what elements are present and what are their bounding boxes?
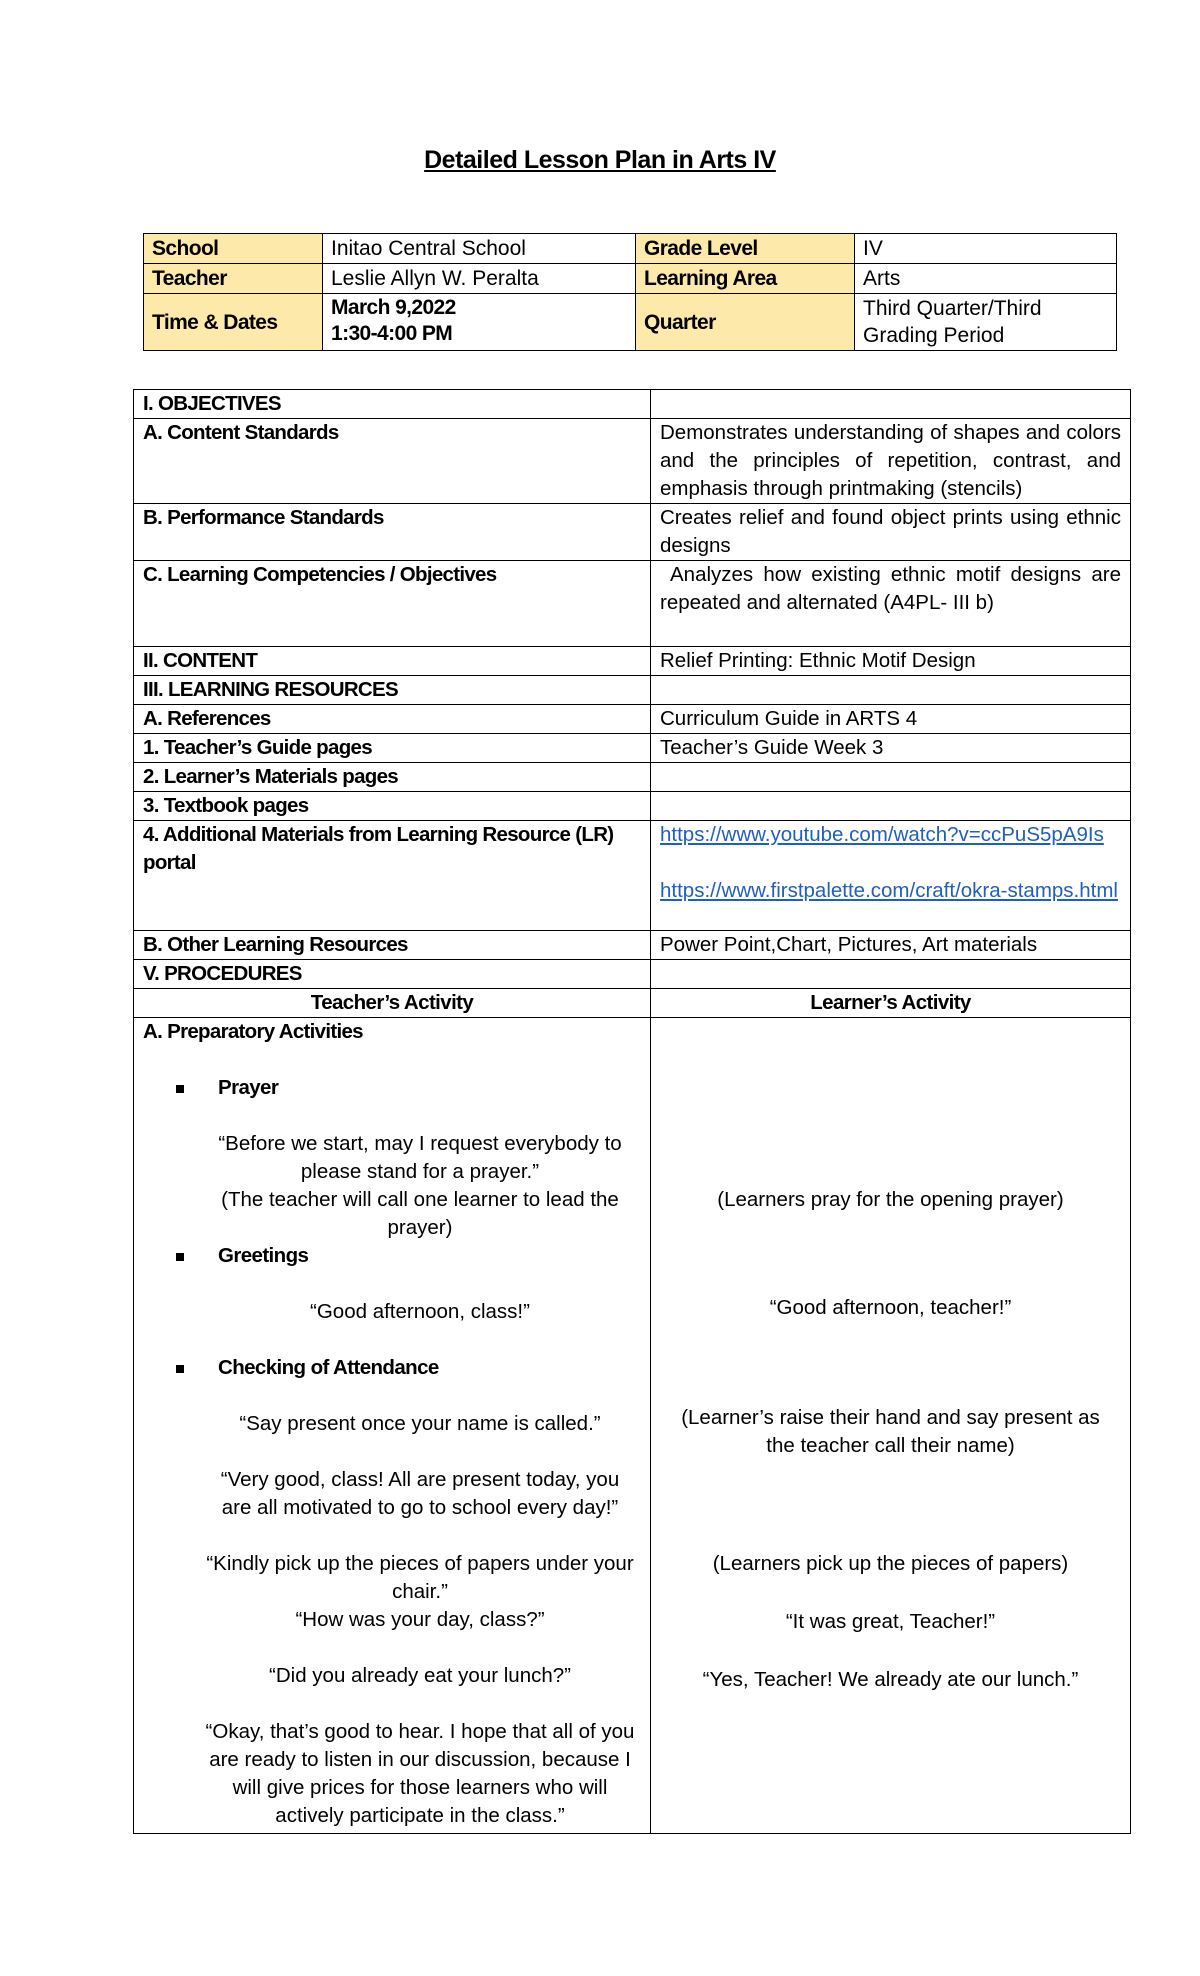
teacher-label: Teacher	[144, 264, 323, 294]
bullet-square-icon	[176, 1253, 184, 1261]
content-standards-label: A. Content Standards	[134, 419, 651, 504]
competencies-value: Analyzes how existing ethnic motif designs are repeated and alternated (A4PL- III b)	[651, 561, 1131, 647]
content-label: II. CONTENT	[134, 647, 651, 676]
info-table	[143, 233, 1117, 351]
content-value: Relief Printing: Ethnic Motif Design	[651, 647, 1131, 676]
content-standards-value: Demonstrates understanding of shapes and colors and the principles of repetition, contrast, and emphasis through printmaking (stencils)	[651, 419, 1131, 504]
teachers-guide-label: 1. Teacher’s Guide pages	[134, 734, 651, 763]
learning-resources-label: III. LEARNING RESOURCES	[134, 676, 651, 705]
hour-value: 1:30-4:00 PM	[331, 322, 453, 345]
attendance-teacher-2: “Very good, class! All are present today, you are all motivated to go to school every day!”	[220, 1468, 620, 1519]
bullet-square-icon	[176, 1085, 184, 1093]
objectives-value	[651, 390, 1131, 419]
youtube-link[interactable]: https://www.youtube.com/watch?v=ccPuS5pA9Is	[660, 823, 1104, 846]
objectives-label: I. OBJECTIVES	[134, 390, 651, 419]
prayer-heading: Prayer	[134, 1074, 650, 1102]
teacher-activity-header: Teacher’s Activity	[134, 989, 651, 1018]
attendance-learner-4: “It was great, Teacher!”	[785, 1610, 996, 1633]
grade-label: Grade Level	[636, 234, 855, 264]
grade-value: IV	[855, 234, 1117, 264]
area-value: Arts	[855, 264, 1117, 294]
school-label: School	[144, 234, 323, 264]
procedures-label: V. PROCEDURES	[134, 960, 651, 989]
lesson-table	[133, 389, 1131, 1834]
teacher-value: Leslie Allyn W. Peralta	[323, 264, 636, 294]
time-value	[323, 294, 636, 351]
greet-teacher: “Good afternoon, class!”	[310, 1300, 530, 1323]
learner-activity-header: Learner’s Activity	[651, 989, 1131, 1018]
greet-learner: “Good afternoon, teacher!”	[769, 1296, 1012, 1319]
prayer-learner: (Learners pray for the opening prayer)	[717, 1188, 1064, 1211]
textbook-label: 3. Textbook pages	[134, 792, 651, 821]
bullet-square-icon	[176, 1365, 184, 1373]
attendance-teacher-4: “How was your day, class?”	[295, 1608, 545, 1631]
attendance-learner-1: (Learner’s raise their hand and say present as the teacher call their name)	[681, 1406, 1100, 1457]
references-label: A. References	[134, 705, 651, 734]
prayer-line-1: “Before we start, may I request everybody to please stand for a prayer.”	[218, 1132, 622, 1183]
other-resources-label: B. Other Learning Resources	[134, 931, 651, 960]
learners-materials-value	[651, 763, 1131, 792]
area-label: Learning Area	[636, 264, 855, 294]
attendance-heading: Checking of Attendance	[134, 1354, 650, 1382]
learning-resources-value	[651, 676, 1131, 705]
teacher-activity-cell	[134, 1018, 651, 1834]
firstpalette-link[interactable]: https://www.firstpalette.com/craft/okra-stamps.html	[660, 879, 1118, 902]
prayer-line-2: (The teacher will call one learner to lead the prayer)	[221, 1188, 619, 1239]
competencies-label: C. Learning Competencies / Objectives	[134, 561, 651, 647]
learner-activity-cell	[651, 1018, 1131, 1834]
date-value: March 9,2022	[331, 296, 456, 319]
learners-materials-label: 2. Learner’s Materials pages	[134, 763, 651, 792]
attendance-teacher-1: “Say present once your name is called.”	[239, 1412, 601, 1435]
procedures-value	[651, 960, 1131, 989]
textbook-value	[651, 792, 1131, 821]
quarter-value: Third Quarter/Third Grading Period	[855, 294, 1117, 351]
references-value: Curriculum Guide in ARTS 4	[651, 705, 1131, 734]
attendance-teacher-3: “Kindly pick up the pieces of papers under your chair.”	[206, 1552, 634, 1603]
attendance-learner-3: (Learners pick up the pieces of papers)	[712, 1552, 1069, 1575]
time-label: Time & Dates	[144, 294, 323, 351]
school-value: Initao Central School	[323, 234, 636, 264]
attendance-teacher-5: “Did you already eat your lunch?”	[269, 1664, 571, 1687]
other-resources-value: Power Point,Chart, Pictures, Art materials	[651, 931, 1131, 960]
teachers-guide-value: Teacher’s Guide Week 3	[651, 734, 1131, 763]
additional-materials-label: 4. Additional Materials from Learning Resource (LR) portal	[134, 821, 651, 931]
page-title: Detailed Lesson Plan in Arts IV	[424, 146, 776, 174]
attendance-learner-5: “Yes, Teacher! We already ate our lunch.”	[702, 1668, 1079, 1691]
preparatory-heading: A. Preparatory Activities	[143, 1020, 363, 1043]
performance-standards-value: Creates relief and found object prints using ethnic designs	[651, 504, 1131, 561]
quarter-label: Quarter	[636, 294, 855, 351]
attendance-teacher-6: “Okay, that’s good to hear. I hope that all of you are ready to listen in our discussion, because I will give prices for those learners who will actively participate in the class.”	[205, 1720, 635, 1827]
additional-materials-value	[651, 821, 1131, 931]
performance-standards-label: B. Performance Standards	[134, 504, 651, 561]
greetings-heading: Greetings	[134, 1242, 650, 1270]
